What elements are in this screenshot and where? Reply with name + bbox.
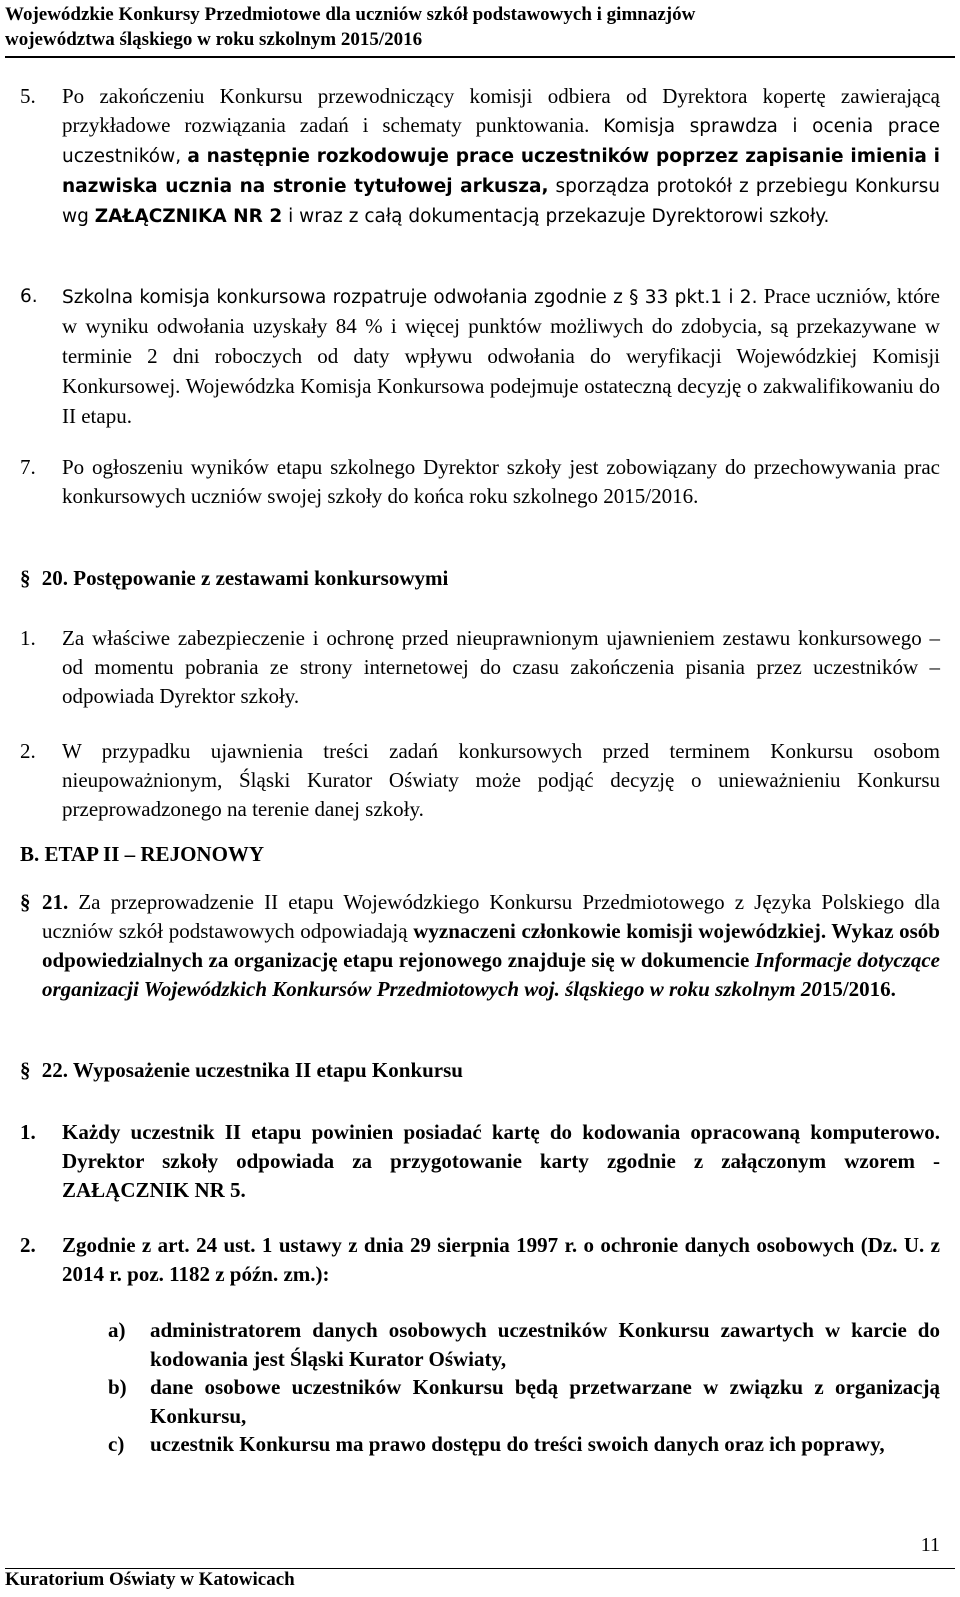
- text-run: ZAŁĄCZNIKA NR 2: [94, 206, 283, 227]
- text-run: Szkolna komisja konkursowa rozpatruje odwołania zgodnie z § 33 pkt.1 i 2.: [62, 287, 764, 308]
- paragraph-number: 7.: [20, 455, 36, 479]
- text-run: Po zakończeniu Konkursu przewodniczący komisji odbiera od Dyrektora kopertę zawierającą przykładowe rozwiązania zadań i schematy punktowania.: [62, 84, 940, 137]
- list-letter: b): [108, 1375, 127, 1399]
- header-divider: [5, 56, 955, 58]
- paragraph-text: Za właściwe zabezpieczenie i ochronę przed nieuprawnionym ujawnieniem zestawu konkursowego – od momentu pobrania ze strony internetowej do czasu zakończenia pisania przez uczestników – odpowiada Dyrektor szkoły.: [62, 626, 940, 708]
- paragraph-number: 5.: [20, 84, 36, 108]
- section-21: [20, 888, 940, 1004]
- page-number: 11: [920, 1534, 940, 1556]
- paragraph-number: 6.: [20, 286, 38, 307]
- list-text: uczestnik Konkursu ma prawo dostępu do treści swoich danych oraz ich poprawy,: [150, 1432, 885, 1456]
- section-title: 20. Postępowanie z zestawami konkursowymi: [41, 566, 449, 590]
- paragraph-text: Zgodnie z art. 24 ust. 1 ustawy z dnia 29 sierpnia 1997 r. o ochronie danych osobowych (Dz. U. z 2014 r. poz. 1182 z późn. zm.):: [62, 1233, 940, 1286]
- text-run: sporządza protokół z przebiegu Konkursu wg: [62, 176, 940, 227]
- paragraph-text: Każdy uczestnik II etapu powinien posiadać kartę do kodowania opracowaną komputerowo. Dyrektor szkoły odpowiada za przygotowanie karty zgodnie z załączonym wzorem - ZAŁĄCZNIK NR 5.: [62, 1120, 940, 1202]
- page-header: [5, 2, 695, 52]
- paragraph-sign: §: [20, 1058, 31, 1082]
- text-run: Informacje dotyczące organizacji Wojewódzkich Konkursów Przedmiotowych woj. śląskiego w roku szkolnym 20: [42, 948, 940, 1001]
- paragraph-sign: §: [20, 890, 31, 914]
- section-heading-20: [20, 566, 448, 591]
- text-run: Komisja sprawdza i ocenia prace uczestników,: [62, 116, 940, 167]
- paragraph-number: 1.: [20, 626, 36, 650]
- paragraph-text: [62, 82, 940, 231]
- paragraph-number: 2.: [20, 739, 36, 763]
- header-line-2: województwa śląskiego w roku szkolnym 2015/2016: [5, 29, 423, 50]
- list-letter: c): [108, 1432, 125, 1456]
- paragraph-text: W przypadku ujawnienia treści zadań konkursowych przed terminem Konkursu osobom nieupoważnionym, Śląski Kurator Oświaty może podjąć decyzję o unieważnieniu Konkursu przeprowadzonego na terenie danej szkoły.: [62, 739, 940, 821]
- paragraph-sign: §: [20, 566, 31, 590]
- paragraph-text: Po ogłoszeniu wyników etapu szkolnego Dyrektor szkoły jest zobowiązany do przechowywania prac konkursowych uczniów swojej szkoły do końca roku szkolnego 2015/2016.: [62, 455, 940, 508]
- text-run: a następnie rozkodowuje prace uczestników poprzez zapisanie imienia i nazwiska ucznia na stronie tytułowej arkusza,: [62, 146, 940, 197]
- list-text: administratorem danych osobowych uczestników Konkursu zawartych w karcie do kodowania jest Śląski Kurator Oświaty,: [150, 1318, 940, 1371]
- paragraph-number: 1.: [20, 1120, 36, 1144]
- text-run: 15/2016.: [821, 977, 896, 1001]
- text-run: i wraz z całą dokumentacją przekazuje Dyrektorowi szkoły.: [282, 206, 830, 227]
- text-run: Za przeprowadzenie II etapu Wojewódzkiego Konkursu Przedmiotowego z Języka Polskiego dla uczniów szkół podstawowych odpowiadają: [42, 890, 940, 943]
- stage-heading: B. ETAP II – REJONOWY: [20, 842, 265, 866]
- section-21-text: [20, 888, 940, 1004]
- list-letter: a): [108, 1318, 126, 1342]
- list-text: dane osobowe uczestników Konkursu będą przetwarzane w związku z organizacją Konkursu,: [150, 1375, 940, 1428]
- section-number: 21.: [42, 890, 69, 914]
- section-title: 22. Wyposażenie uczestnika II etapu Konkursu: [41, 1058, 463, 1082]
- header-line-1: Wojewódzkie Konkursy Przedmiotowe dla uczniów szkół podstawowych i gimnazjów: [5, 4, 696, 25]
- paragraph-text: [62, 282, 940, 432]
- text-run: Prace uczniów, które w wyniku odwołania uzyskały 84 % i więcej punktów możliwych do zdobycia, są przekazywane w terminie 2 dni roboczych od daty wpływu odwołania do weryfikacji Wojewódzkiej Komisji Konkursowej. Wojewódzka Komisja Konkursowa podejmuje ostateczną decyzję o zakwalifikowaniu do II etapu.: [62, 284, 940, 428]
- paragraph-number: 2.: [20, 1233, 36, 1257]
- text-run: wyznaczeni członkowie komisji wojewódzkiej. Wykaz osób odpowiedzialnych za organizację etapu rejonowego znajduje się w dokumencie: [42, 919, 940, 972]
- section-heading-22: [20, 1058, 463, 1083]
- footer-institution: Kuratorium Oświaty w Katowicach: [5, 1569, 295, 1590]
